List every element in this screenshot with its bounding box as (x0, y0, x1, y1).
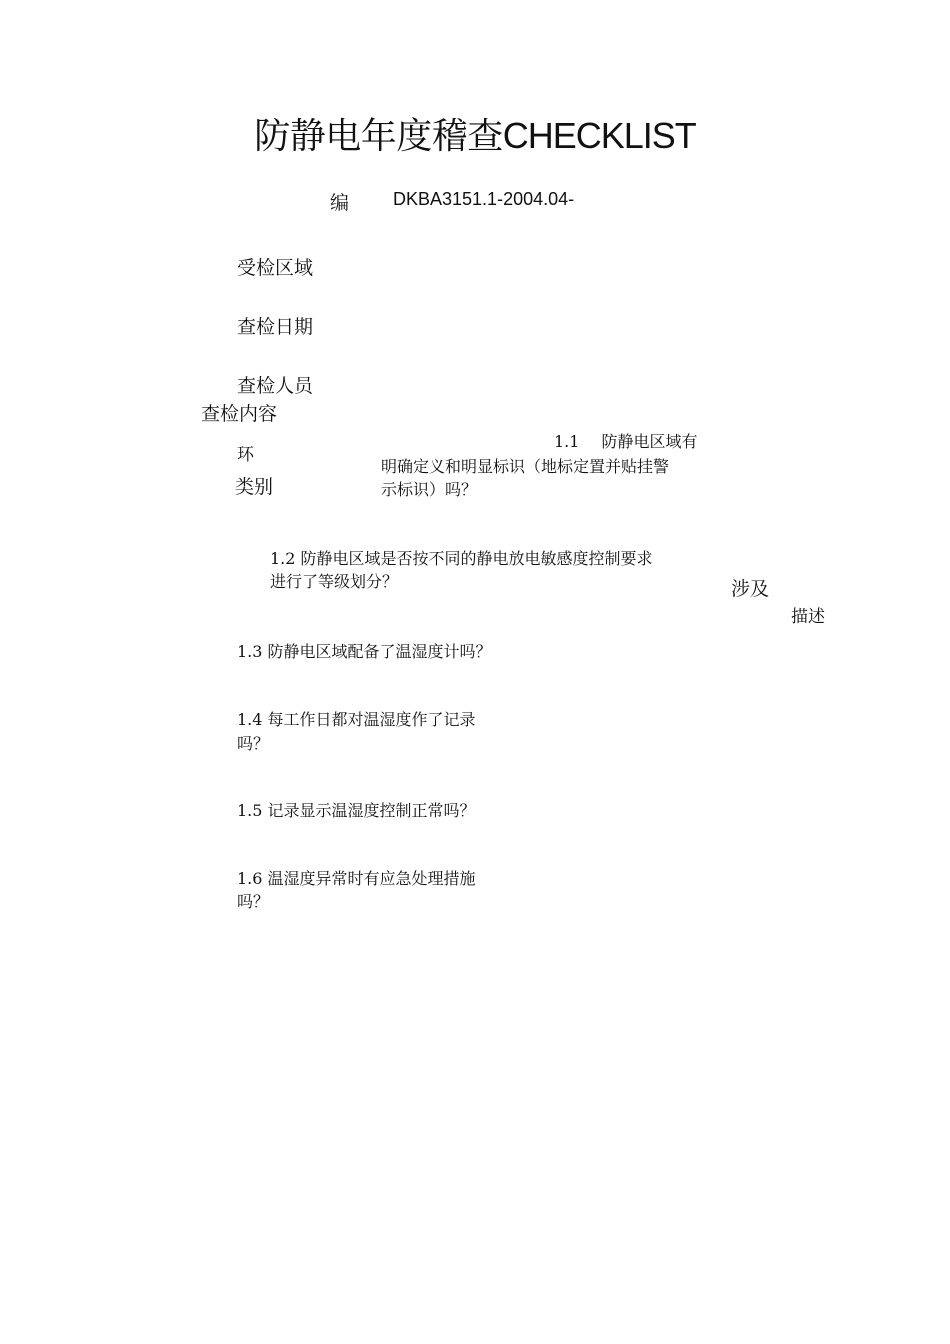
field-inspection-content: 查检内容 (201, 403, 278, 425)
label-involved: 涉及 (731, 578, 770, 600)
label-category: 类别 (235, 476, 274, 498)
question-1-6-line1: 1.6 温湿度异常时有应急处理措施 (237, 869, 476, 888)
question-1-1-line3: 示标识）吗？ (381, 480, 478, 499)
label-environment-partial: 环 (237, 445, 254, 465)
code-label: 编 (330, 192, 350, 214)
question-1-6-line2: 吗？ (237, 892, 270, 911)
question-1-4-line1: 1.4 每工作日都对温湿度作了记录 (237, 710, 476, 729)
question-1-1-line1: 1.1 防静电区域有 (554, 432, 698, 451)
title-english: CHECKLIST (502, 115, 696, 156)
code-value: DKBA3151.1-2004.04- (393, 189, 575, 209)
field-inspected-area: 受检区域 (237, 257, 314, 279)
question-1-3: 1.3 防静电区域配备了温湿度计吗？ (237, 642, 492, 661)
field-inspection-date: 查检日期 (237, 316, 314, 338)
label-describe-partial: 描述 (791, 607, 825, 627)
question-1-5: 1.5 记录显示温湿度控制正常吗？ (237, 801, 476, 820)
question-1-2-line1: 1.2 防静电区域是否按不同的静电放电敏感度控制要求 (270, 549, 653, 568)
question-1-2-line2: 进行了等级划分？ (270, 572, 399, 591)
question-1-1-line2: 明确定义和明显标识（地标定置并贴挂警 (381, 457, 670, 476)
page-title (0, 108, 950, 159)
title-chinese: 防静电年度稽查 (254, 116, 503, 157)
question-1-4-line2: 吗？ (237, 734, 270, 753)
field-inspector: 查检人员 (237, 375, 314, 397)
question-1-1-number: 1.1 (554, 432, 580, 451)
